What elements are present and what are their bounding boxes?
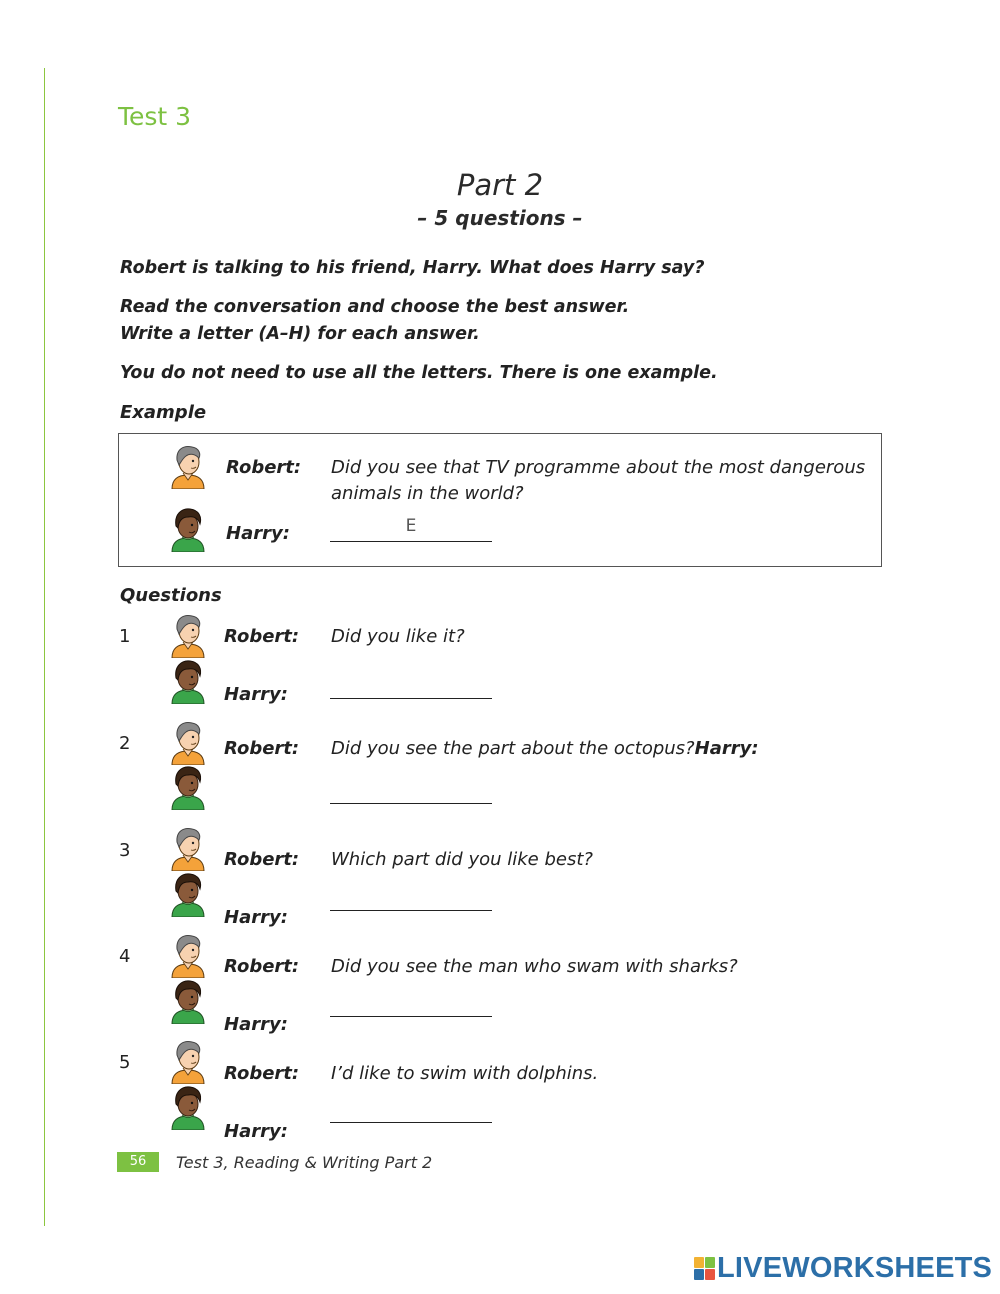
example-answer-line xyxy=(330,541,492,542)
liveworksheets-logo xyxy=(694,1253,992,1283)
question-text-row xyxy=(331,736,759,762)
part-subtitle: – 5 questions – xyxy=(417,206,583,230)
robert-avatar-icon xyxy=(168,443,208,489)
robert-avatar-icon xyxy=(168,719,208,765)
example-robert-text-1: Did you see that TV programme about the most dangerous xyxy=(331,457,866,478)
answer-line-5 xyxy=(330,1122,492,1123)
harry-avatar-icon xyxy=(168,506,208,552)
question-number: 4 xyxy=(119,946,131,967)
robert-avatar-icon xyxy=(168,825,208,871)
question-robert-label: Robert: xyxy=(224,956,300,977)
page-margin-line xyxy=(44,68,45,1226)
question-robert-label: Robert: xyxy=(224,849,300,870)
instruction-note: You do not need to use all the letters. There is one example. xyxy=(120,363,718,383)
harry-avatar-icon xyxy=(168,978,208,1024)
example-label: Example xyxy=(120,402,207,423)
question-harry-label: Harry: xyxy=(224,684,288,705)
test-title: Test 3 xyxy=(118,102,192,131)
question-number: 3 xyxy=(119,840,131,861)
harry-avatar-icon xyxy=(168,658,208,704)
question-text: Did you see the part about the octopus? xyxy=(331,738,695,759)
answer-input-4[interactable] xyxy=(330,992,492,1016)
example-harry-label: Harry: xyxy=(226,523,290,544)
question-text: Which part did you like best? xyxy=(331,849,593,870)
questions-label: Questions xyxy=(120,585,222,606)
robert-avatar-icon xyxy=(168,1038,208,1084)
question-harry-label: Harry: xyxy=(224,1014,288,1035)
question-robert-label: Robert: xyxy=(224,626,300,647)
instruction-context: Robert is talking to his friend, Harry. What does Harry say? xyxy=(120,258,705,278)
robert-avatar-icon xyxy=(168,612,208,658)
question-number: 1 xyxy=(119,626,131,647)
part-title: Part 2 xyxy=(456,168,544,202)
robert-avatar-icon xyxy=(168,932,208,978)
answer-line-3 xyxy=(330,910,492,911)
question-number: 5 xyxy=(119,1052,131,1073)
answer-input-3[interactable] xyxy=(330,886,492,910)
harry-avatar-icon xyxy=(168,871,208,917)
answer-line-1 xyxy=(330,698,492,699)
example-answer: E xyxy=(405,516,417,536)
question-text: Did you like it? xyxy=(331,626,465,647)
example-robert-label: Robert: xyxy=(226,457,302,478)
inline-harry-label: Harry: xyxy=(694,738,759,759)
page-number-badge: 56 xyxy=(117,1152,159,1172)
question-harry-label: Harry: xyxy=(224,907,288,928)
instruction-read: Read the conversation and choose the best answer. xyxy=(120,297,630,317)
answer-input-2[interactable] xyxy=(330,779,492,803)
harry-avatar-icon xyxy=(168,1084,208,1130)
instruction-write: Write a letter (A–H) for each answer. xyxy=(120,324,480,344)
example-robert-text-2: animals in the world? xyxy=(331,483,524,504)
answer-line-4 xyxy=(330,1016,492,1017)
logo-text: LIVEWORKSHEETS xyxy=(717,1251,993,1284)
answer-input-1[interactable] xyxy=(330,673,492,697)
question-harry-label: Harry: xyxy=(224,1121,288,1142)
liveworksheets-grid-icon xyxy=(694,1257,714,1279)
answer-input-5[interactable] xyxy=(330,1098,492,1122)
question-number: 2 xyxy=(119,733,131,754)
footer-text: Test 3, Reading & Writing Part 2 xyxy=(176,1153,433,1172)
question-robert-label: Robert: xyxy=(224,738,300,759)
harry-avatar-icon xyxy=(168,764,208,810)
question-text: I’d like to swim with dolphins. xyxy=(331,1063,599,1084)
question-robert-label: Robert: xyxy=(224,1063,300,1084)
question-text: Did you see the man who swam with sharks? xyxy=(331,956,738,977)
answer-line-2 xyxy=(330,803,492,804)
